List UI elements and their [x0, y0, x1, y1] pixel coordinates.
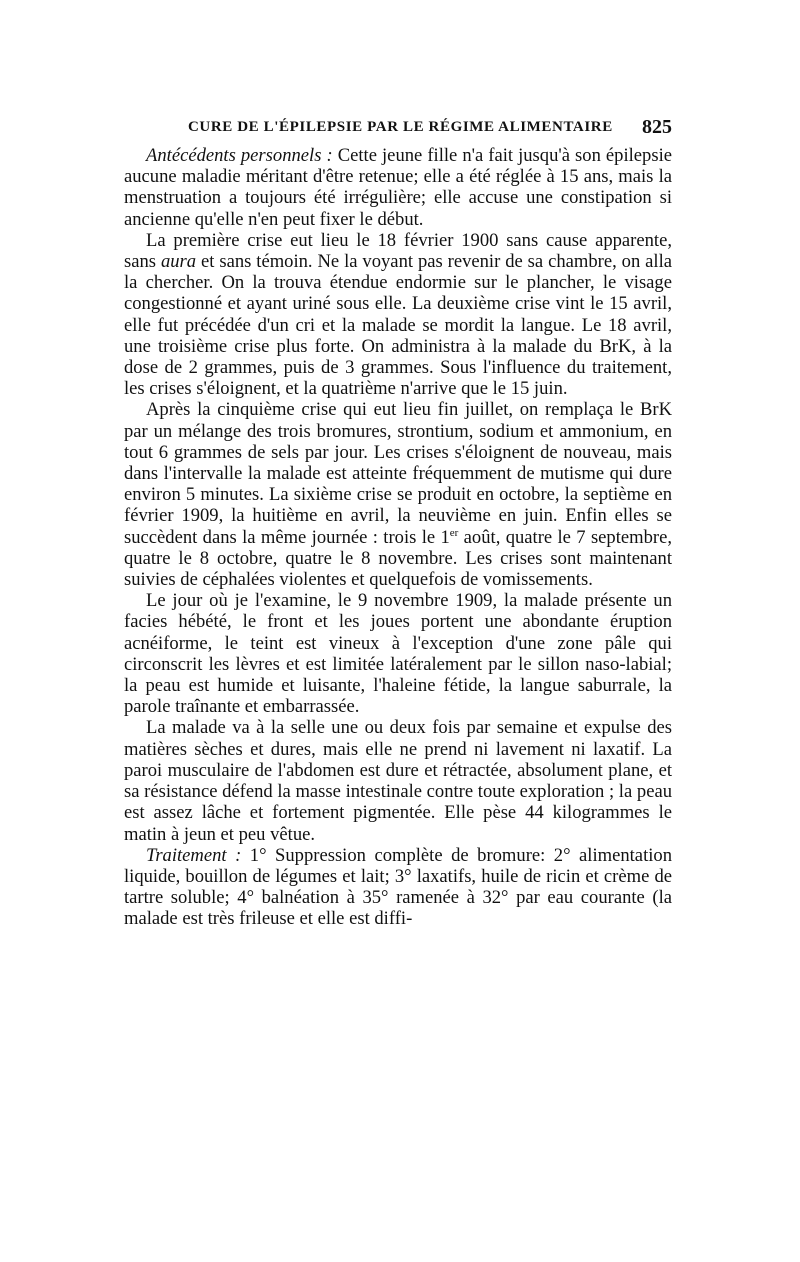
paragraph-text-antecedents: Cette jeune fille n'a fait jusqu'à son épilepsie aucune maladie méritant d'être retenue; elle a été réglée à 15 ans, mais la menstruation a toujours été irrégulière; elle accuse une constipation si ancienne qu'elle n'en peut fixer le début. [124, 145, 672, 230]
paragraph-text-fifth-crisis-a: Après la cinquième crise qui eut lieu fin juillet, on remplaça le BrK par un mélange des trois bromures, strontium, sodium et ammonium, en tout 6 grammes de sels par jour. Les crises s'éloignent de nouveau, mais dans l'intervalle la malade est atteinte fréquemment de mutisme qui dure environ 5 minutes. La sixième crise se produit en octobre, la septième en février 1909, la huitième en avril, la neuvième en juin. Enfin elles se succèdent dans la même journée : trois le 1 [124, 399, 672, 548]
superscript-er: er [449, 526, 459, 539]
book-page [124, 117, 672, 930]
paragraph-text-fifth-crisis-b: août, quatre le 7 septembre, quatre le 8 octobre, quatre le 8 novembre. Les crises sont maintenant suivies de céphalées violentes et quelquefois de vomissements. [124, 526, 672, 591]
paragraph-treatment [124, 845, 672, 930]
running-head [124, 117, 672, 145]
paragraph-lead-treatment: Traitement : [146, 844, 242, 866]
body-text [124, 145, 672, 930]
paragraph-lead-antecedents: Antécédents personnels : [146, 145, 333, 166]
paragraph-antecedents [124, 145, 672, 230]
page-number: 825 [642, 116, 672, 138]
paragraph-text-first-crisis-a: La première crise eut lieu le 18 février 1900 sans cause apparente, sans [124, 229, 672, 273]
paragraph-text-examination: Le jour où je l'examine, le 9 novembre 1909, la malade présente un facies hébété, le front et les joues portent une abondante éruption acnéiforme, le teint est vineux à l'exception d'une zone pâle qui circonscrit les lèvres et est limitée latéralement par le sillon naso-labial; la peau est humide et luisante, l'haleine fétide, la langue saburrale, la parole traînante et embarrassée. [124, 590, 672, 718]
paragraph-first-crisis [124, 230, 672, 400]
running-title: CURE DE L'ÉPILEPSIE PAR LE RÉGIME ALIMENTAIRE [188, 119, 613, 135]
paragraph-digestion [124, 717, 672, 844]
paragraph-examination [124, 590, 672, 717]
paragraph-text-first-crisis-b: et sans témoin. Ne la voyant pas revenir de sa chambre, on alla la chercher. On la trouva étendue endormie sur le plancher, le visage congestionné et ayant uriné sous elle. La deuxième crise vint le 15 avril, elle fut précédée d'un cri et la malade se mordit la langue. Le 18 avril, une troisième crise plus forte. On administra à la malade du BrK, à la dose de 2 grammes, puis de 3 grammes. Sous l'influence du traitement, les crises s'éloignent, et la quatrième n'arrive que le 15 juin. [124, 251, 673, 400]
paragraph-text-digestion: La malade va à la selle une ou deux fois par semaine et expulse des matières sèches et dures, mais elle ne prend ni lavement ni laxatif. La paroi musculaire de l'abdomen est dure et rétractée, absolument plane, et sa résistance défend la masse intestinale contre toute exploration ; la peau est assez lâche et fortement pigmentée. Elle pèse 44 kilogrammes le matin à jeun et peu vêtue. [124, 717, 672, 845]
italic-term-aura: aura [160, 251, 197, 273]
paragraph-fifth-crisis [124, 399, 672, 590]
paragraph-text-treatment: 1° Suppression complète de bromure: 2° alimentation liquide, bouillon de légumes et lait; 3° laxatifs, huile de ricin et crème de tartre soluble; 4° balnéation à 35° ramenée à 32° par eau courante (la malade est très frileuse et elle est diffi- [124, 844, 672, 930]
